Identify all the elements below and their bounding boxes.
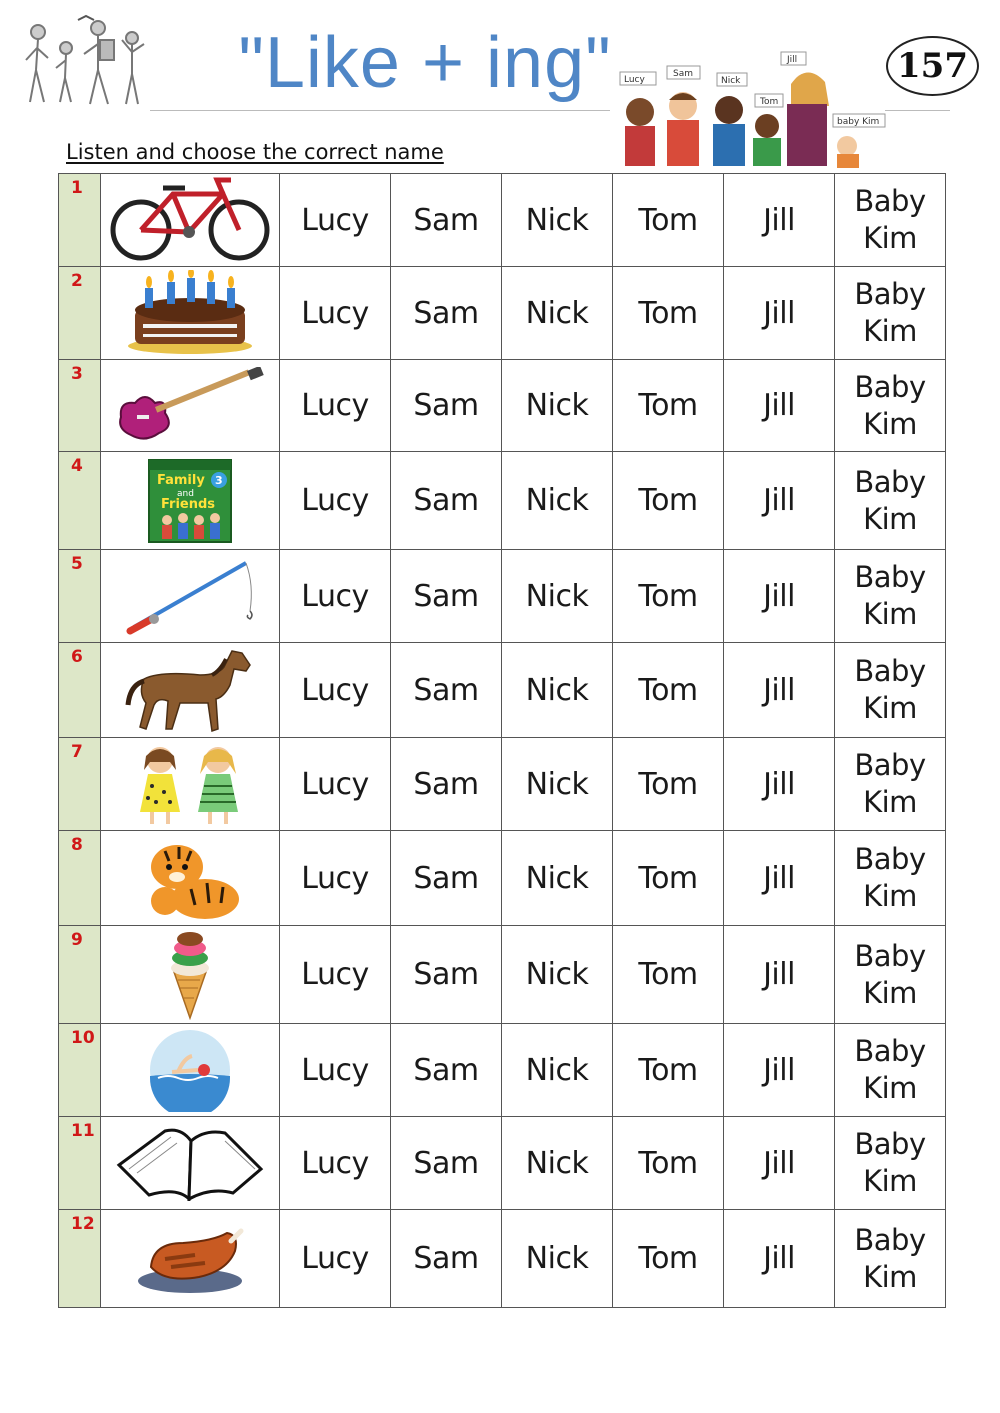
name-option-jill[interactable]: Jill xyxy=(724,738,835,831)
name-option-sam[interactable]: Sam xyxy=(391,550,502,643)
table-row xyxy=(59,267,946,360)
worksheet-title: "Like + ing" xyxy=(238,23,612,103)
name-option-sam[interactable]: Sam xyxy=(391,360,502,452)
baby-kim-line1: Baby xyxy=(854,1127,926,1161)
name-option-nick[interactable]: Nick xyxy=(502,174,613,267)
name-option-nick[interactable]: Nick xyxy=(502,267,613,360)
baby-kim-line2: Kim xyxy=(863,314,917,348)
row-number: 12 xyxy=(59,1210,101,1308)
name-option-nick[interactable]: Nick xyxy=(502,1117,613,1210)
row-number: 1 xyxy=(59,174,101,267)
electric-guitar-picture xyxy=(101,360,280,452)
name-option-lucy[interactable]: Lucy xyxy=(280,174,391,267)
book-title-line3: Friends xyxy=(161,496,216,512)
ice-cream-picture xyxy=(101,926,280,1024)
name-option-tom[interactable]: Tom xyxy=(613,738,724,831)
baby-kim-line2: Kim xyxy=(863,785,917,819)
baby-kim-line2: Kim xyxy=(863,1259,917,1294)
name-option-tom[interactable]: Tom xyxy=(613,831,724,926)
open-book-picture xyxy=(101,1117,280,1210)
name-option-baby-kim[interactable] xyxy=(835,1024,946,1117)
name-option-tom[interactable]: Tom xyxy=(613,360,724,452)
swimming-picture xyxy=(101,1024,280,1117)
name-option-baby-kim[interactable] xyxy=(835,1210,946,1308)
name-option-baby-kim[interactable] xyxy=(835,550,946,643)
baby-kim-line1: Baby xyxy=(854,560,926,594)
baby-kim-line1: Baby xyxy=(854,842,926,876)
name-option-lucy[interactable]: Lucy xyxy=(280,926,391,1024)
baby-kim-line2: Kim xyxy=(863,1071,917,1105)
name-option-jill[interactable]: Jill xyxy=(724,643,835,738)
name-option-tom[interactable]: Tom xyxy=(613,452,724,550)
name-option-baby-kim[interactable] xyxy=(835,360,946,452)
baby-kim-line1: Baby xyxy=(854,277,926,311)
baby-kim-line2: Kim xyxy=(863,975,917,1010)
baby-kim-line1: Baby xyxy=(854,464,926,499)
name-option-jill[interactable]: Jill xyxy=(724,550,835,643)
book-title-line2: and xyxy=(177,488,194,499)
baby-kim-line2: Kim xyxy=(863,1164,917,1198)
label-jill: Jill xyxy=(787,55,798,65)
baby-kim-line2: Kim xyxy=(863,501,917,536)
name-option-sam[interactable]: Sam xyxy=(391,174,502,267)
table-row xyxy=(59,926,946,1024)
name-option-baby-kim[interactable] xyxy=(835,738,946,831)
dolls-picture xyxy=(101,738,280,831)
fried-chicken-picture xyxy=(101,1210,280,1308)
name-option-sam[interactable]: Sam xyxy=(391,831,502,926)
baby-kim-line2: Kim xyxy=(863,221,917,255)
name-option-jill[interactable]: Jill xyxy=(724,1024,835,1117)
name-option-nick[interactable]: Nick xyxy=(502,1210,613,1308)
table-row xyxy=(59,831,946,926)
name-option-nick[interactable]: Nick xyxy=(502,360,613,452)
table-row xyxy=(59,452,946,550)
baby-kim-line1: Baby xyxy=(854,369,926,404)
row-number: 4 xyxy=(59,452,101,550)
name-option-tom[interactable]: Tom xyxy=(613,643,724,738)
baby-kim-line2: Kim xyxy=(863,879,917,913)
characters-illustration xyxy=(615,48,890,168)
name-option-tom[interactable]: Tom xyxy=(613,926,724,1024)
baby-kim-line1: Baby xyxy=(854,1222,926,1257)
name-option-baby-kim[interactable] xyxy=(835,643,946,738)
name-option-tom[interactable]: Tom xyxy=(613,550,724,643)
name-option-sam[interactable]: Sam xyxy=(391,267,502,360)
table-row xyxy=(59,738,946,831)
label-nick: Nick xyxy=(721,76,741,86)
name-option-baby-kim[interactable] xyxy=(835,926,946,1024)
table-row xyxy=(59,1024,946,1117)
name-option-jill[interactable]: Jill xyxy=(724,926,835,1024)
name-option-nick[interactable]: Nick xyxy=(502,550,613,643)
name-option-sam[interactable]: Sam xyxy=(391,1210,502,1308)
table-row xyxy=(59,1117,946,1210)
name-option-nick[interactable]: Nick xyxy=(502,643,613,738)
name-option-tom[interactable]: Tom xyxy=(613,267,724,360)
name-option-nick[interactable]: Nick xyxy=(502,738,613,831)
label-lucy: Lucy xyxy=(624,75,645,85)
answer-grid xyxy=(58,173,946,1308)
name-option-nick[interactable]: Nick xyxy=(502,926,613,1024)
name-option-tom[interactable]: Tom xyxy=(613,174,724,267)
fishing-rod-picture xyxy=(101,550,280,643)
birthday-cake-picture xyxy=(101,267,280,360)
book-title-line1: Family xyxy=(157,472,205,488)
name-option-tom[interactable]: Tom xyxy=(613,1117,724,1210)
name-option-sam[interactable]: Sam xyxy=(391,738,502,831)
name-option-lucy[interactable]: Lucy xyxy=(280,1117,391,1210)
row-number: 3 xyxy=(59,360,101,452)
table-row xyxy=(59,360,946,452)
row-number: 8 xyxy=(59,831,101,926)
name-option-baby-kim[interactable] xyxy=(835,452,946,550)
row-number: 10 xyxy=(59,1024,101,1117)
row-number: 2 xyxy=(59,267,101,360)
header-rule-right xyxy=(885,110,950,111)
baby-kim-line1: Baby xyxy=(854,748,926,782)
baby-kim-line1: Baby xyxy=(854,1034,926,1068)
name-option-sam[interactable]: Sam xyxy=(391,643,502,738)
baby-kim-line2: Kim xyxy=(863,691,917,725)
name-option-baby-kim[interactable] xyxy=(835,174,946,267)
name-option-sam[interactable]: Sam xyxy=(391,1024,502,1117)
row-number: 11 xyxy=(59,1117,101,1210)
row-number: 5 xyxy=(59,550,101,643)
page-number-badge: 157 xyxy=(886,36,979,96)
header-rule xyxy=(150,110,610,111)
name-option-jill[interactable]: Jill xyxy=(724,1117,835,1210)
row-number: 6 xyxy=(59,643,101,738)
name-option-lucy[interactable]: Lucy xyxy=(280,360,391,452)
name-option-baby-kim[interactable] xyxy=(835,831,946,926)
name-option-sam[interactable]: Sam xyxy=(391,1117,502,1210)
name-option-baby-kim[interactable] xyxy=(835,267,946,360)
name-option-nick[interactable]: Nick xyxy=(502,1024,613,1117)
name-option-lucy[interactable]: Lucy xyxy=(280,738,391,831)
table-row xyxy=(59,174,946,267)
table-row xyxy=(59,643,946,738)
row-number: 7 xyxy=(59,738,101,831)
name-option-lucy[interactable]: Lucy xyxy=(280,550,391,643)
name-option-lucy[interactable]: Lucy xyxy=(280,452,391,550)
name-option-nick[interactable]: Nick xyxy=(502,452,613,550)
name-option-jill[interactable]: Jill xyxy=(724,267,835,360)
name-option-jill[interactable]: Jill xyxy=(724,360,835,452)
name-option-lucy[interactable]: Lucy xyxy=(280,831,391,926)
table-row xyxy=(59,1210,946,1308)
baby-kim-line2: Kim xyxy=(863,406,917,441)
table-row xyxy=(59,550,946,643)
toy-tigers-picture xyxy=(101,831,280,926)
label-tom: Tom xyxy=(760,97,779,107)
name-option-nick[interactable]: Nick xyxy=(502,831,613,926)
baby-kim-line1: Baby xyxy=(854,184,926,218)
row-number: 9 xyxy=(59,926,101,1024)
family-and-friends-book-picture xyxy=(101,452,280,550)
name-option-baby-kim[interactable] xyxy=(835,1117,946,1210)
hikers-illustration xyxy=(18,10,153,110)
baby-kim-line1: Baby xyxy=(854,938,926,973)
book-level: 3 xyxy=(215,473,223,487)
name-option-lucy[interactable]: Lucy xyxy=(280,267,391,360)
name-option-lucy[interactable]: Lucy xyxy=(280,1210,391,1308)
name-option-lucy[interactable]: Lucy xyxy=(280,643,391,738)
label-sam: Sam xyxy=(673,69,693,79)
name-option-lucy[interactable]: Lucy xyxy=(280,1024,391,1117)
label-baby-kim: baby Kim xyxy=(837,117,880,127)
baby-kim-line1: Baby xyxy=(854,654,926,688)
horse-picture xyxy=(101,643,280,738)
name-option-jill[interactable]: Jill xyxy=(724,1210,835,1308)
name-option-tom[interactable]: Tom xyxy=(613,1210,724,1308)
name-option-jill[interactable]: Jill xyxy=(724,452,835,550)
name-option-sam[interactable]: Sam xyxy=(391,926,502,1024)
name-option-sam[interactable]: Sam xyxy=(391,452,502,550)
name-option-jill[interactable]: Jill xyxy=(724,831,835,926)
baby-kim-line2: Kim xyxy=(863,597,917,631)
instruction-text: Listen and choose the correct name xyxy=(66,140,444,164)
bicycle-picture xyxy=(101,174,280,267)
name-option-tom[interactable]: Tom xyxy=(613,1024,724,1117)
name-option-jill[interactable]: Jill xyxy=(724,174,835,267)
